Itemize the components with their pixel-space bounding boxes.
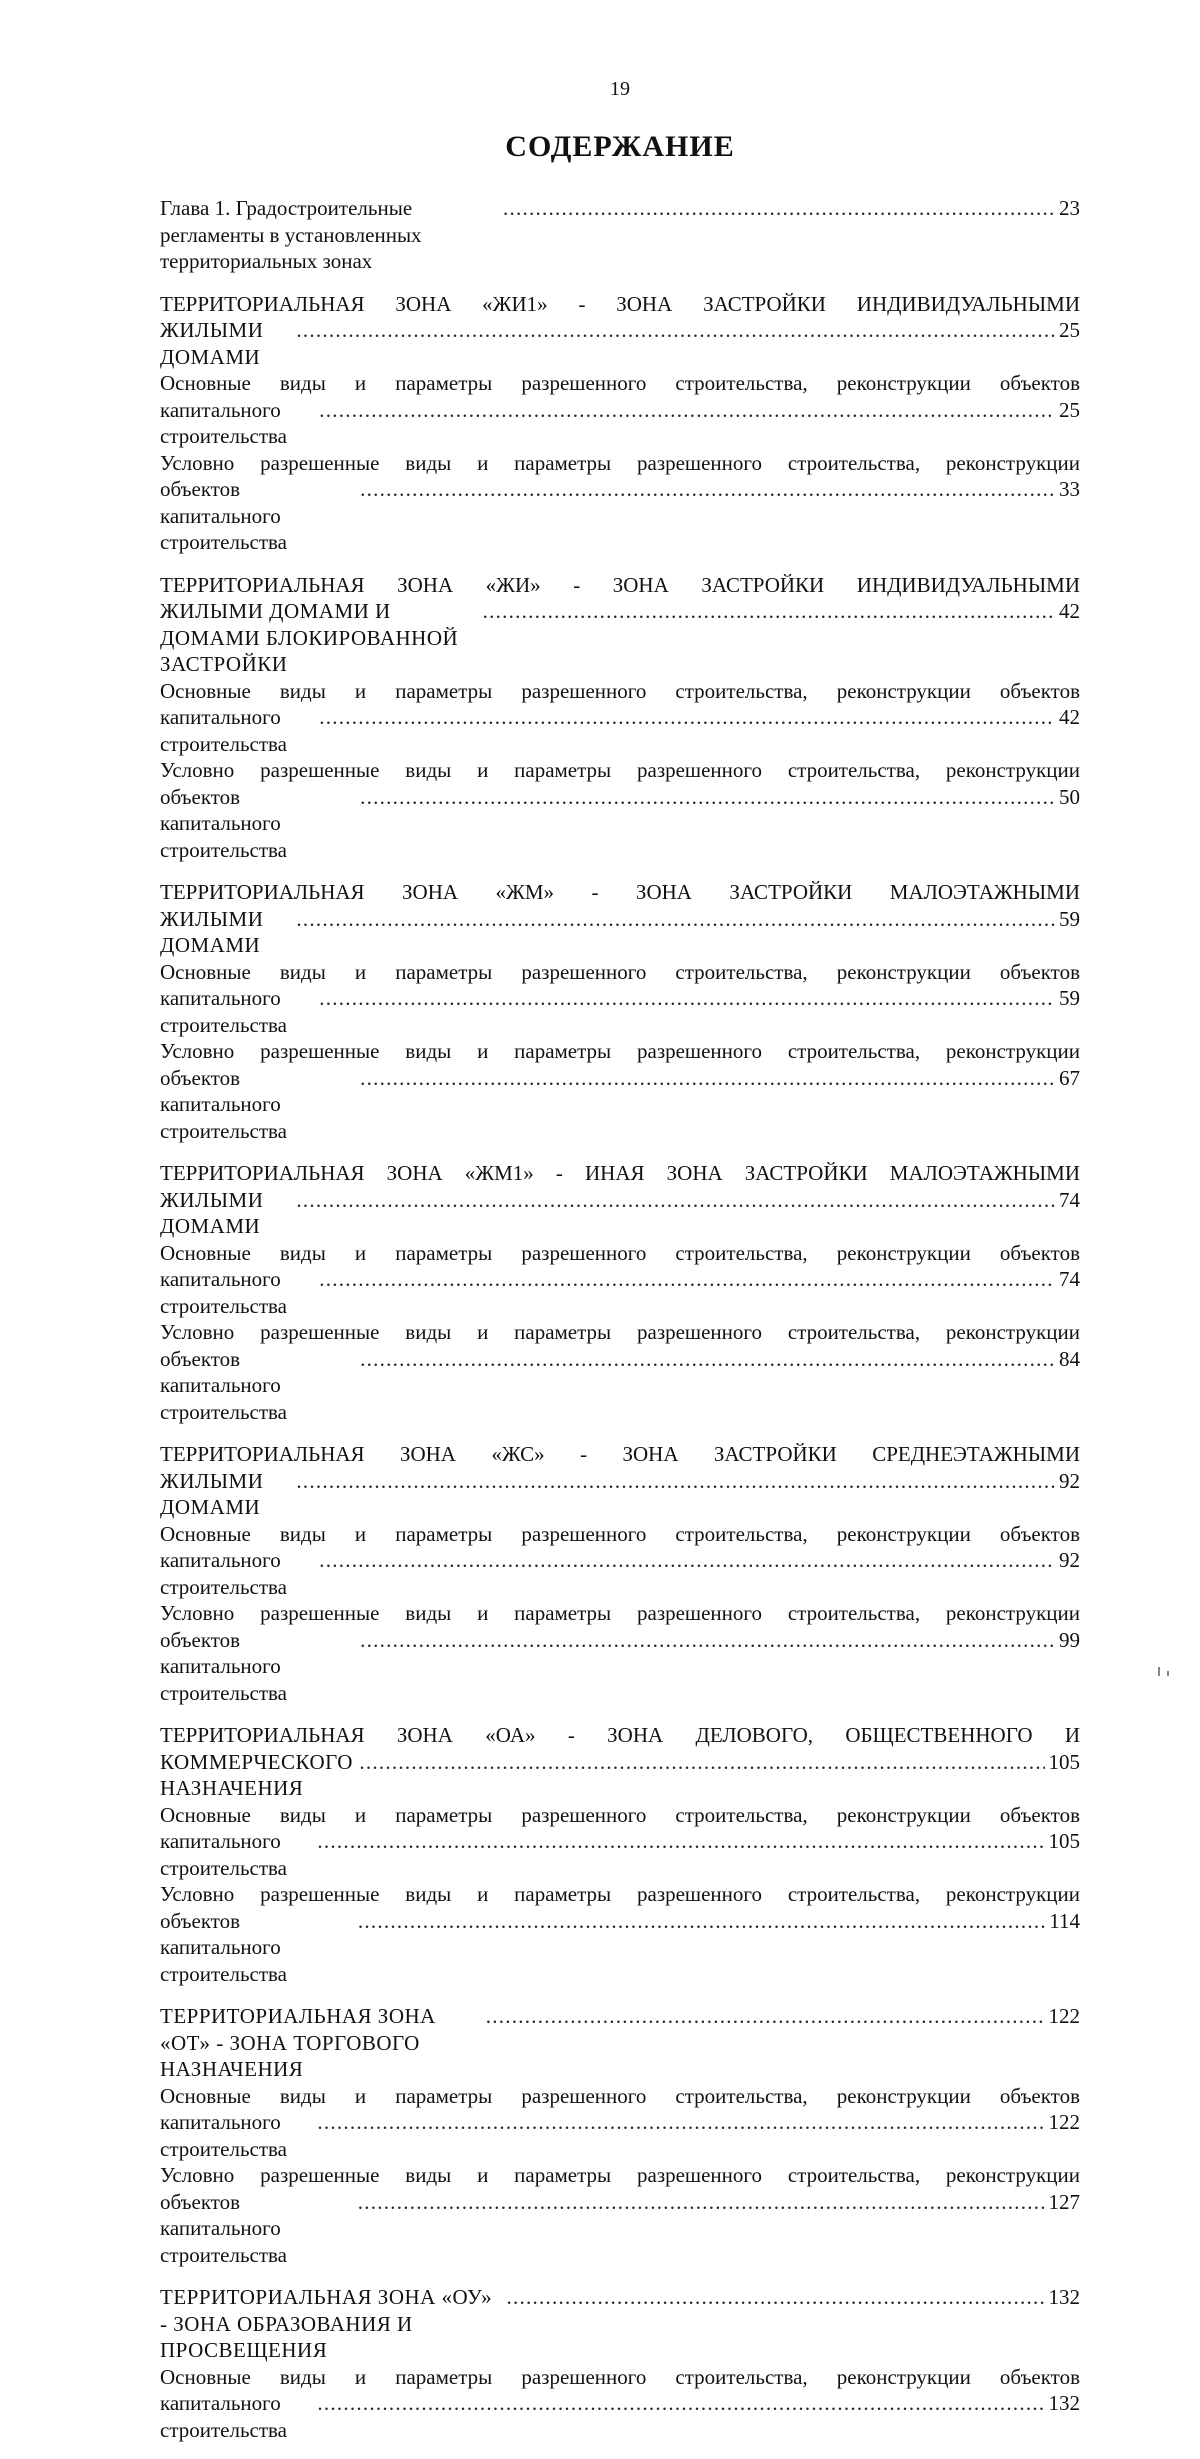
dot-leader (317, 2109, 1044, 2136)
toc-zone-heading[interactable] (160, 1722, 1080, 1802)
toc-zone-heading[interactable] (160, 1160, 1080, 1240)
zone-title-text: ЖИЛЫМИ ДОМАМИ (160, 1468, 264, 1519)
toc-title: СОДЕРЖАНИЕ (505, 130, 735, 163)
toc-main-uses-entry[interactable] (160, 1521, 1080, 1601)
toc-main-uses-entry[interactable] (160, 1802, 1080, 1882)
main-uses-line: Основные виды и параметры разрешенного строительства, реконструкции объектов (160, 1802, 1080, 1827)
scan-mark (1156, 1665, 1172, 1677)
zone-title-text: ТЕРРИТОРИАЛЬНАЯ ЗОНА «ОТ» - ЗОНА ТОРГОВОГО НАЗНАЧЕНИЯ (160, 2004, 436, 2081)
main-uses-page-ref: 122 (1048, 2110, 1080, 2134)
toc-zone-heading[interactable] (160, 2284, 1080, 2364)
toc-main-uses-entry[interactable] (160, 2083, 1080, 2163)
toc-conditional-uses-entry[interactable] (160, 450, 1080, 556)
table-of-contents (160, 195, 1080, 2459)
toc-zone-block (160, 1160, 1080, 1425)
zone-title-page-ref: 42 (1059, 599, 1080, 623)
main-uses-text: капитального строительства (160, 705, 288, 756)
dot-leader (296, 317, 1055, 344)
conditional-uses-page-ref: 99 (1059, 1627, 1080, 1652)
main-uses-text: капитального строительства (160, 2110, 288, 2161)
main-uses-text: капитального строительства (160, 986, 288, 1037)
main-uses-text: капитального строительства (160, 397, 288, 448)
toc-main-uses-entry[interactable] (160, 370, 1080, 450)
zone-title-page-ref: 122 (1048, 2004, 1080, 2028)
zone-title-page-ref: 25 (1059, 318, 1080, 342)
conditional-uses-text: объектов капитального строительства (160, 1627, 288, 1705)
zone-title-page-ref: 74 (1059, 1187, 1080, 1212)
toc-zone-heading[interactable] (160, 1441, 1080, 1521)
conditional-uses-line: Условно разрешенные виды и параметры разрешенного строительства, реконструкции (160, 1039, 1080, 1063)
main-uses-page-ref: 92 (1059, 1548, 1080, 1572)
zone-title-text: КОММЕРЧЕСКОГО НАЗНАЧЕНИЯ (160, 1749, 353, 1800)
dot-leader (358, 1908, 1045, 1935)
toc-zone-heading[interactable] (160, 879, 1080, 959)
dot-leader (360, 1065, 1055, 1092)
conditional-uses-page-ref: 33 (1059, 477, 1080, 501)
conditional-uses-text: объектов капитального строительства (160, 1908, 288, 1986)
chapter-page-ref: 23 (1059, 196, 1080, 220)
conditional-uses-line: Условно разрешенные виды и параметры разрешенного строительства, реконструкции (160, 1320, 1080, 1344)
toc-main-uses-entry[interactable] (160, 678, 1080, 758)
zone-title-text: ЖИЛЫМИ ДОМАМИ (160, 318, 264, 369)
dot-leader (319, 985, 1055, 1012)
dot-leader (296, 1468, 1055, 1495)
toc-zone-block (160, 291, 1080, 556)
toc-zone-block (160, 2284, 1080, 2443)
zone-title-text: ЖИЛЫМИ ДОМАМИ И ДОМАМИ БЛОКИРОВАННОЙ ЗАСТРОЙКИ (160, 599, 459, 676)
conditional-uses-line: Условно разрешенные виды и параметры разрешенного строительства, реконструкции (160, 758, 1080, 782)
conditional-uses-text: объектов капитального строительства (160, 784, 288, 862)
toc-zone-block (160, 2003, 1080, 2268)
toc-conditional-uses-entry[interactable] (160, 1600, 1080, 1706)
main-uses-page-ref: 105 (1048, 1829, 1080, 1853)
toc-conditional-uses-entry[interactable] (160, 757, 1080, 863)
toc-chapter-entry[interactable] (160, 195, 1080, 275)
conditional-uses-line: Условно разрешенные виды и параметры разрешенного строительства, реконструкции (160, 1601, 1080, 1625)
conditional-uses-text: объектов капитального строительства (160, 1065, 288, 1143)
chapter-title: Глава 1. Градостроительные регламенты в установленных территориальных зонах (160, 196, 422, 273)
dot-leader (360, 784, 1055, 811)
zone-title-line: ТЕРРИТОРИАЛЬНАЯ ЗОНА «ЖС» - ЗОНА ЗАСТРОЙКИ СРЕДНЕЭТАЖНЫМИ (160, 1442, 1080, 1466)
dot-leader (296, 906, 1055, 933)
main-uses-page-ref: 132 (1048, 2391, 1080, 2415)
toc-main-uses-entry[interactable] (160, 959, 1080, 1039)
main-uses-text: капитального строительства (160, 1829, 288, 1880)
toc-zone-block (160, 572, 1080, 864)
zone-title-line: ТЕРРИТОРИАЛЬНАЯ ЗОНА «ЖМ» - ЗОНА ЗАСТРОЙКИ МАЛОЭТАЖНЫМИ (160, 880, 1080, 904)
zone-title-text: ТЕРРИТОРИАЛЬНАЯ ЗОНА «ОУ» - ЗОНА ОБРАЗОВАНИЯ И ПРОСВЕЩЕНИЯ (160, 2285, 493, 2362)
dot-leader (319, 397, 1055, 424)
toc-zone-block (160, 1441, 1080, 1706)
zone-title-text: ЖИЛЫМИ ДОМАМИ (160, 1187, 264, 1238)
zone-title-page-ref: 105 (1048, 1749, 1080, 1774)
zone-title-text: ЖИЛЫМИ ДОМАМИ (160, 906, 264, 957)
conditional-uses-page-ref: 127 (1048, 2189, 1080, 2214)
dot-leader (503, 195, 1055, 222)
conditional-uses-line: Условно разрешенные виды и параметры разрешенного строительства, реконструкции (160, 2163, 1080, 2187)
main-uses-line: Основные виды и параметры разрешенного строительства, реконструкции объектов (160, 1240, 1080, 1265)
conditional-uses-line: Условно разрешенные виды и параметры разрешенного строительства, реконструкции (160, 1882, 1080, 1906)
toc-conditional-uses-entry[interactable] (160, 1319, 1080, 1425)
zone-title-line: ТЕРРИТОРИАЛЬНАЯ ЗОНА «ЖИ1» - ЗОНА ЗАСТРОЙКИ ИНДИВИДУАЛЬНЫМИ (160, 291, 1080, 316)
dot-leader (358, 2189, 1045, 2216)
main-uses-line: Основные виды и параметры разрешенного строительства, реконструкции объектов (160, 1521, 1080, 1546)
dot-leader (486, 2003, 1045, 2030)
dot-leader (319, 704, 1055, 731)
dot-leader (507, 2284, 1045, 2311)
dot-leader (360, 1627, 1055, 1654)
toc-zone-heading[interactable] (160, 291, 1080, 371)
zone-title-page-ref: 132 (1048, 2285, 1080, 2309)
zone-title-page-ref: 92 (1059, 1468, 1080, 1493)
conditional-uses-text: объектов капитального строительства (160, 2189, 288, 2267)
page-number: 19 (610, 78, 630, 100)
zone-list (160, 291, 1080, 2444)
dot-leader (296, 1187, 1055, 1214)
main-uses-text: капитального строительства (160, 1548, 288, 1599)
toc-zone-heading[interactable] (160, 572, 1080, 678)
conditional-uses-page-ref: 114 (1049, 1908, 1080, 1933)
conditional-uses-text: объектов капитального строительства (160, 477, 288, 554)
dot-leader (359, 1749, 1044, 1776)
dot-leader (319, 1266, 1055, 1293)
dot-leader (360, 476, 1055, 503)
main-uses-page-ref: 25 (1059, 397, 1080, 422)
toc-main-uses-entry[interactable] (160, 2364, 1080, 2444)
main-uses-text: капитального строительства (160, 2391, 288, 2442)
dot-leader (360, 1346, 1055, 1373)
main-uses-text: капитального строительства (160, 1267, 288, 1318)
dot-leader (319, 1547, 1055, 1574)
main-uses-line: Основные виды и параметры разрешенного строительства, реконструкции объектов (160, 371, 1080, 395)
conditional-uses-text: объектов капитального строительства (160, 1346, 288, 1424)
main-uses-line: Основные виды и параметры разрешенного строительства, реконструкции объектов (160, 2083, 1080, 2108)
toc-main-uses-entry[interactable] (160, 1240, 1080, 1320)
main-uses-line: Основные виды и параметры разрешенного строительства, реконструкции объектов (160, 678, 1080, 703)
zone-title-line: ТЕРРИТОРИАЛЬНАЯ ЗОНА «ОА» - ЗОНА ДЕЛОВОГО, ОБЩЕСТВЕННОГО И (160, 1723, 1080, 1747)
toc-zone-block (160, 1722, 1080, 1987)
toc-conditional-uses-entry[interactable] (160, 1038, 1080, 1144)
main-uses-line: Основные виды и параметры разрешенного строительства, реконструкции объектов (160, 959, 1080, 984)
dot-leader (317, 1828, 1044, 1855)
dot-leader (317, 2390, 1044, 2417)
zone-title-line: ТЕРРИТОРИАЛЬНАЯ ЗОНА «ЖМ1» - ИНАЯ ЗОНА ЗАСТРОЙКИ МАЛОЭТАЖНЫМИ (160, 1161, 1080, 1185)
main-uses-page-ref: 74 (1059, 1267, 1080, 1291)
conditional-uses-page-ref: 84 (1059, 1346, 1080, 1371)
conditional-uses-line: Условно разрешенные виды и параметры разрешенного строительства, реконструкции (160, 450, 1080, 475)
toc-zone-block (160, 879, 1080, 1144)
main-uses-page-ref: 42 (1059, 705, 1080, 729)
zone-title-line: ТЕРРИТОРИАЛЬНАЯ ЗОНА «ЖИ» - ЗОНА ЗАСТРОЙКИ ИНДИВИДУАЛЬНЫМИ (160, 572, 1080, 597)
main-uses-page-ref: 59 (1059, 986, 1080, 1010)
conditional-uses-page-ref: 50 (1059, 784, 1080, 809)
conditional-uses-page-ref: 67 (1059, 1065, 1080, 1090)
dot-leader (483, 598, 1055, 625)
toc-conditional-uses-entry[interactable] (160, 2162, 1080, 2268)
toc-conditional-uses-entry[interactable] (160, 1881, 1080, 1987)
zone-title-page-ref: 59 (1059, 906, 1080, 931)
main-uses-line: Основные виды и параметры разрешенного строительства, реконструкции объектов (160, 2364, 1080, 2389)
toc-zone-heading[interactable] (160, 2003, 1080, 2083)
